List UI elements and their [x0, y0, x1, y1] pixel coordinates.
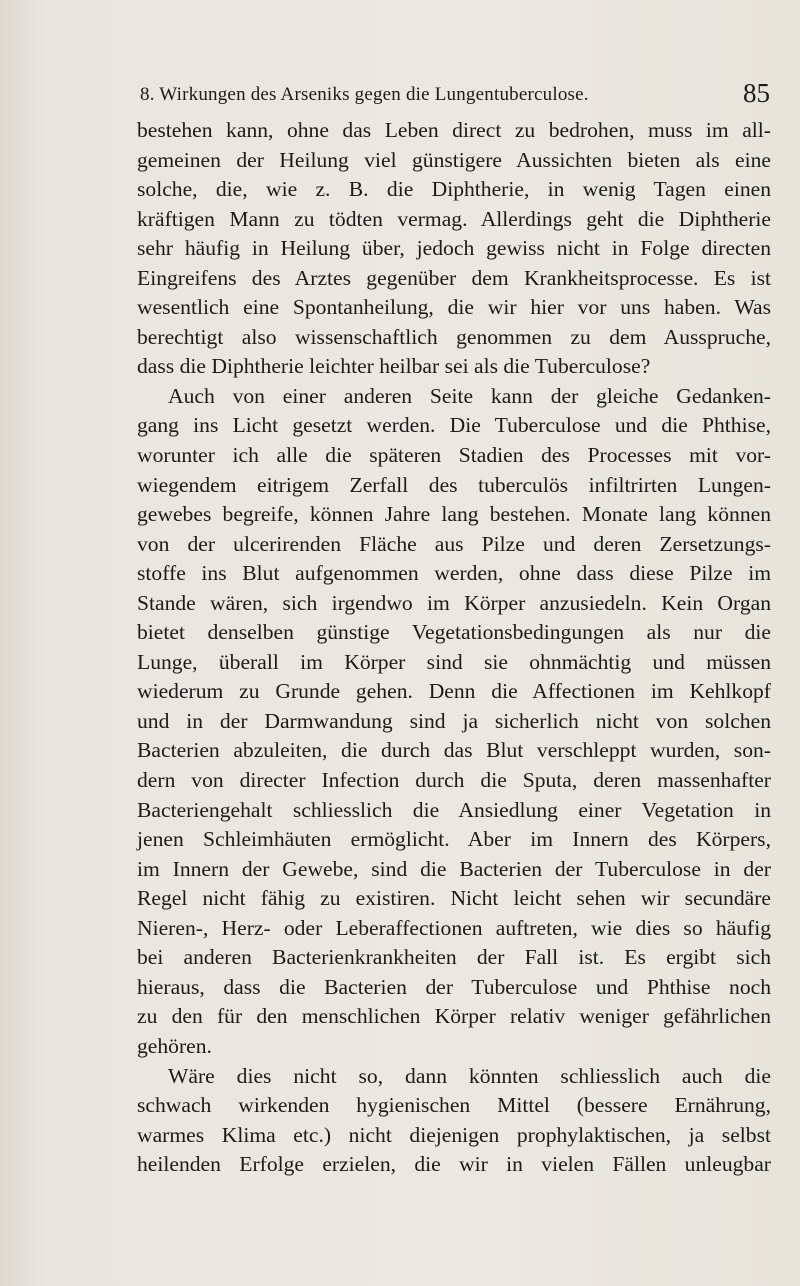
text-line: Wäre dies nicht so, dann könnten schliesslich auch die	[168, 1063, 771, 1088]
text-line: bei anderen Bacterienkrankheiten der Fall ist. Es ergibt sich	[137, 945, 771, 970]
text-line: Regel nicht fähig zu existiren. Nicht leicht sehen wir secundäre	[137, 886, 771, 911]
text-line: wesentlich eine Spontanheilung, die wir hier vor uns haben. Was	[137, 295, 771, 320]
text-line: wiederum zu Grunde gehen. Denn die Affectionen im Kehlkopf	[137, 679, 771, 704]
text-line: schwach wirkenden hygienischen Mittel (bessere Ernährung,	[137, 1093, 771, 1118]
text-line: stoffe ins Blut aufgenommen werden, ohne dass diese Pilze im	[137, 561, 771, 586]
text-line: Eingreifens des Arztes gegenüber dem Krankheitsprocesse. Es ist	[137, 265, 771, 290]
text-line: wiegendem eitrigem Zerfall des tuberculös infiltrirten Lungen-	[137, 472, 771, 497]
text-line: gang ins Licht gesetzt werden. Die Tuberculose und die Phthise,	[137, 413, 771, 438]
text-line: sehr häufig in Heilung über, jedoch gewiss nicht in Folge directen	[137, 236, 771, 261]
text-line: Lunge, überall im Körper sind sie ohnmächtig und müssen	[137, 649, 771, 674]
text-line: hieraus, dass die Bacterien der Tuberculose und Phthise noch	[137, 974, 771, 999]
running-head	[140, 78, 770, 108]
text-line: Auch von einer anderen Seite kann der gleiche Gedanken-	[168, 383, 771, 408]
text-line: jenen Schleimhäuten ermöglicht. Aber im Innern des Körpers,	[137, 827, 771, 852]
text-line: zu den für den menschlichen Körper relativ weniger gefährlichen	[137, 1004, 771, 1029]
text-line: bestehen kann, ohne das Leben direct zu bedrohen, muss im all-	[137, 118, 771, 142]
text-line: solche, die, wie z. B. die Diphtherie, in wenig Tagen einen	[137, 177, 771, 202]
text-line: Nieren-, Herz- oder Leberaffectionen auftreten, wie dies so häufig	[137, 915, 771, 940]
text-line: Stande wären, sich irgendwo im Körper anzusiedeln. Kein Organ	[137, 590, 771, 615]
text-line: bietet denselben günstige Vegetationsbedingungen als nur die	[137, 620, 771, 645]
body-text	[137, 116, 771, 1180]
text-line: gewebes begreife, können Jahre lang bestehen. Monate lang können	[137, 502, 771, 527]
text-line: worunter ich alle die späteren Stadien des Processes mit vor-	[137, 443, 771, 468]
text-line: Bacteriengehalt schliesslich die Ansiedlung einer Vegetation in	[137, 797, 771, 822]
page-number: 85	[743, 78, 770, 108]
text-line: dern von directer Infection durch die Sputa, deren massenhafter	[137, 768, 771, 793]
text-line: kräftigen Mann zu tödten vermag. Allerdings geht die Diphtherie	[137, 206, 771, 231]
text-line: von der ulcerirenden Fläche aus Pilze und deren Zersetzungs-	[137, 531, 771, 556]
text-line: gemeinen der Heilung viel günstigere Aussichten bieten als eine	[137, 147, 771, 172]
text-line: gehören.	[137, 1033, 212, 1058]
chapter-running-title: 8. Wirkungen des Arseniks gegen die Lungentuberculose.	[140, 84, 589, 105]
text-line: warmes Klima etc.) nicht diejenigen prophylaktischen, ja selbst	[137, 1122, 771, 1147]
text-line: und in der Darmwandung sind ja sicherlich nicht von solchen	[137, 708, 771, 733]
text-line: berechtigt also wissenschaftlich genommen zu dem Ausspruche,	[137, 324, 771, 349]
text-line: heilenden Erfolge erzielen, die wir in vielen Fällen unleugbar	[137, 1152, 771, 1177]
text-line: im Innern der Gewebe, sind die Bacterien der Tuberculose in der	[137, 856, 771, 881]
text-line: dass die Diphtherie leichter heilbar sei als die Tuberculose?	[137, 354, 651, 379]
text-line: Bacterien abzuleiten, die durch das Blut verschleppt wurden, son-	[137, 738, 771, 763]
